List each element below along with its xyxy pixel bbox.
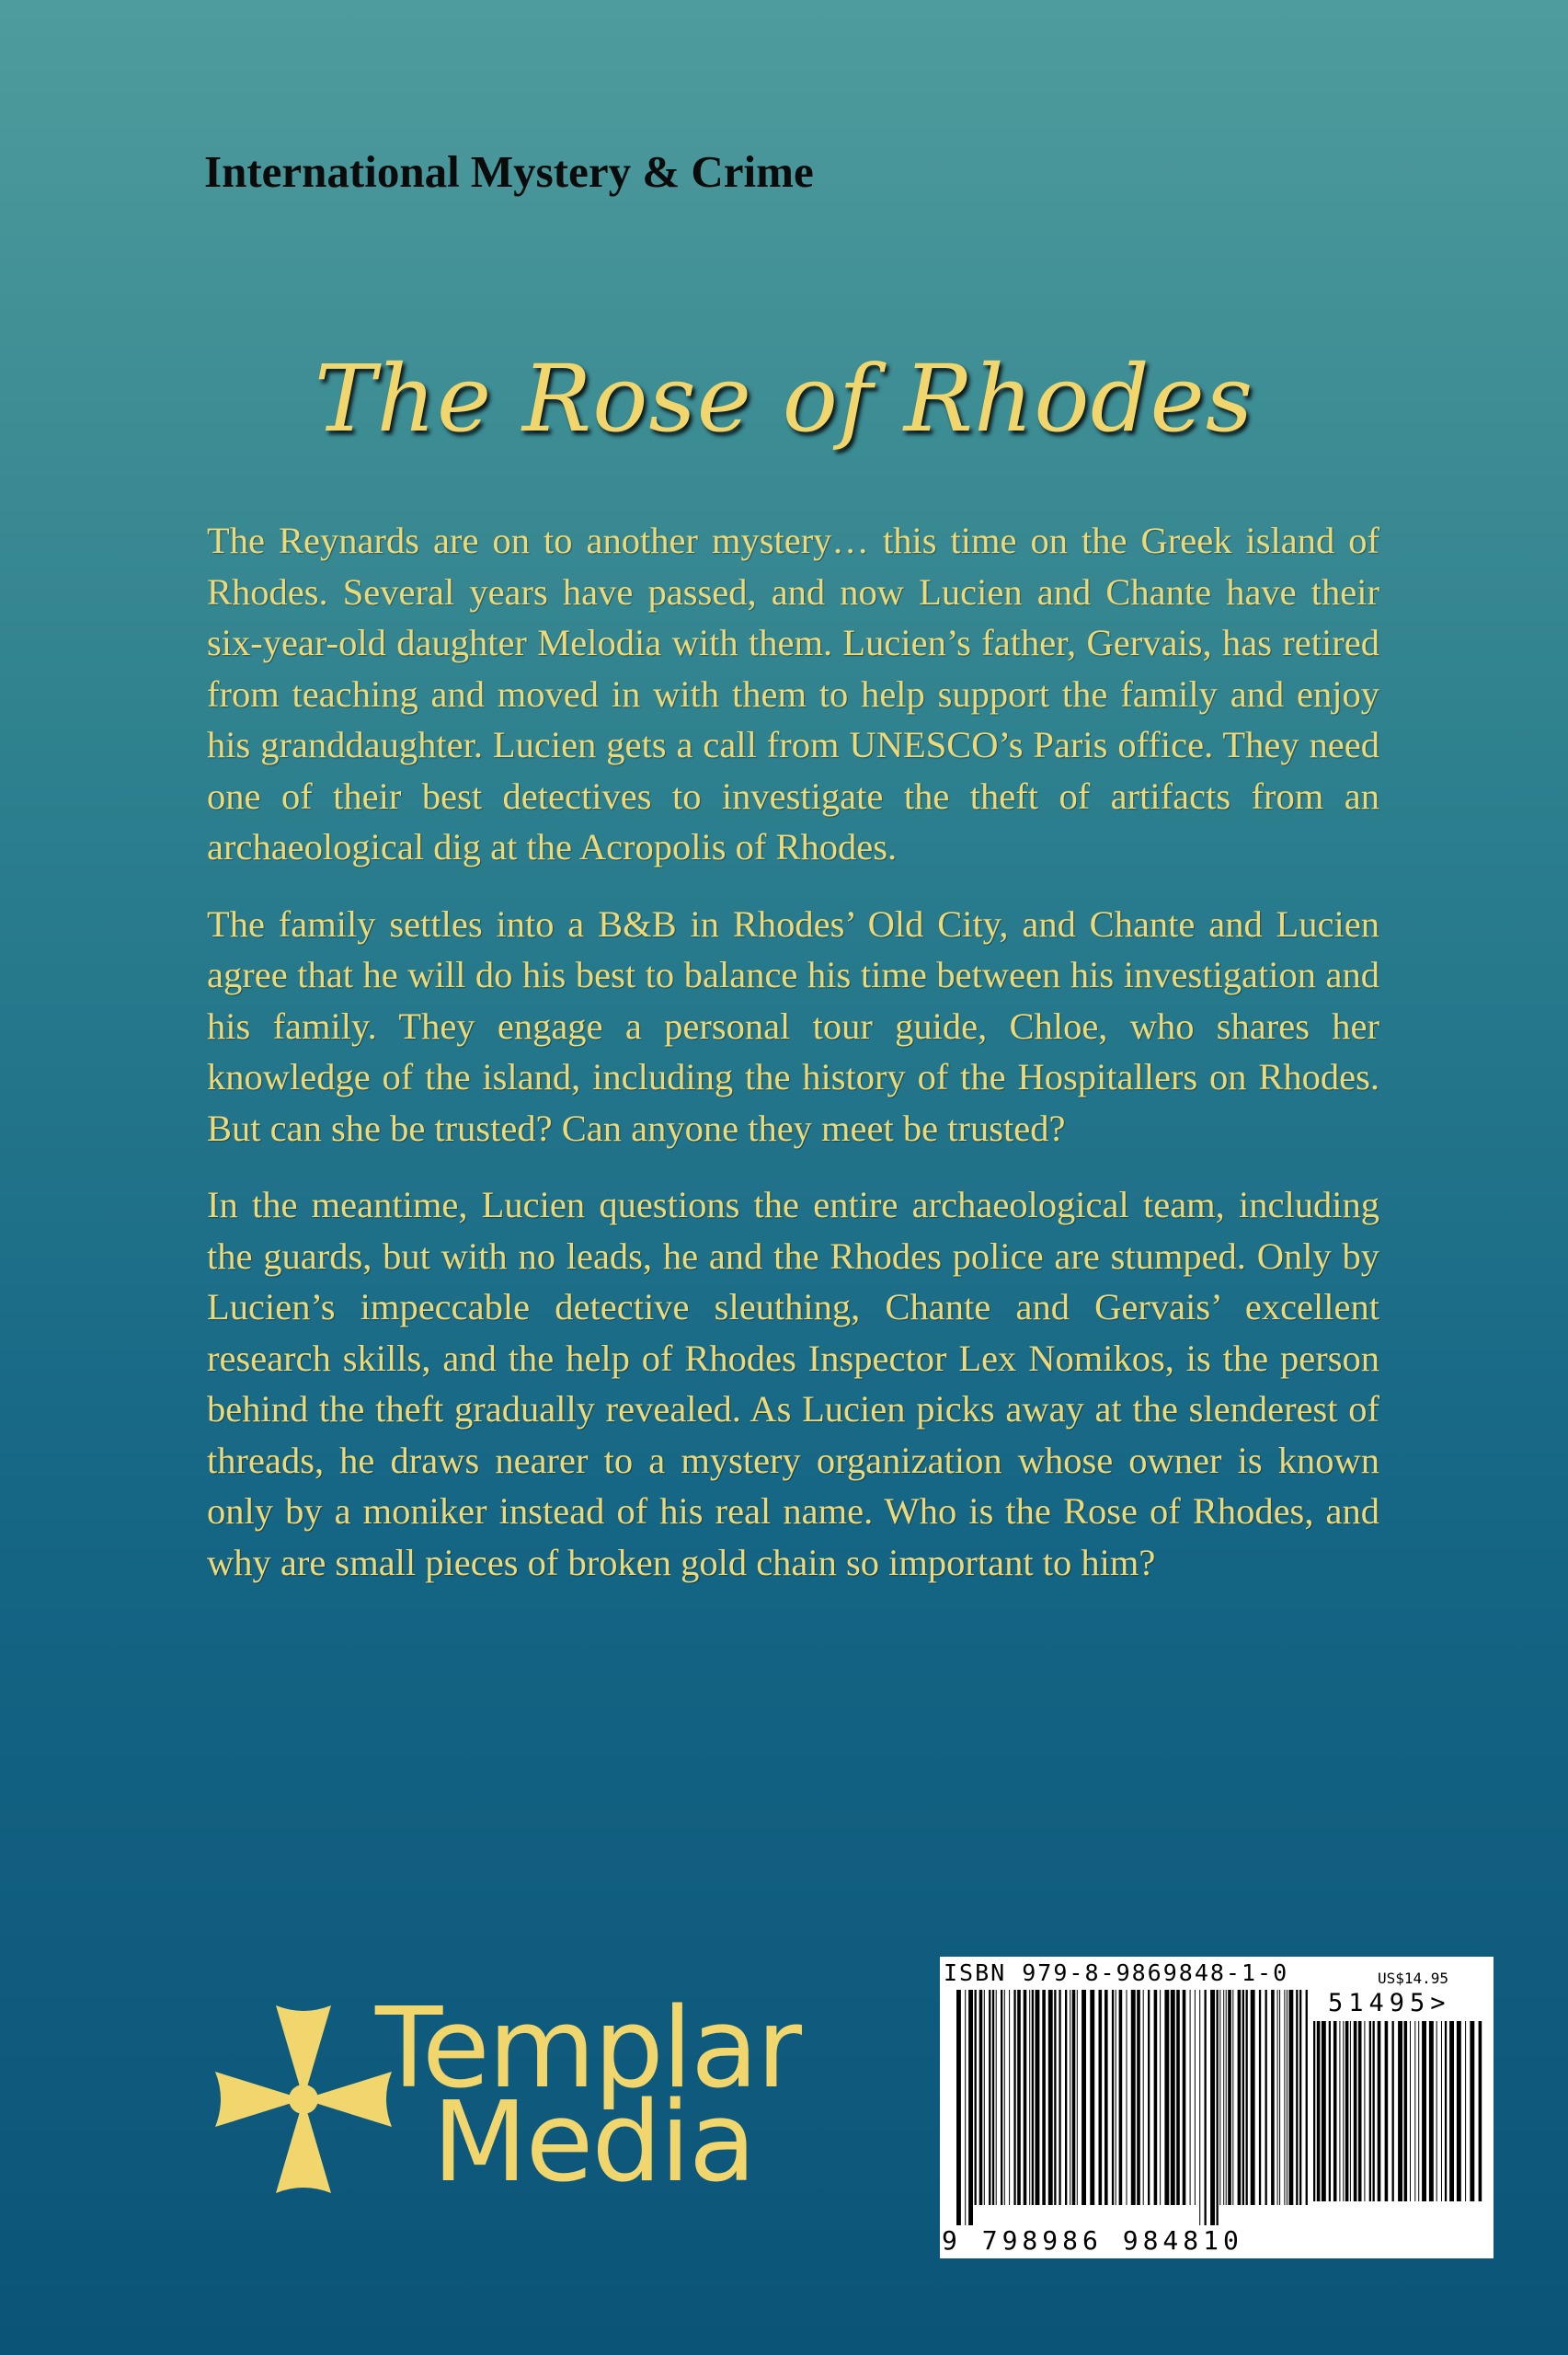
barcode-bar	[1219, 1990, 1220, 2205]
barcode-bar	[1032, 1990, 1034, 2205]
barcode-bar	[1457, 2021, 1461, 2201]
barcode-bar	[1001, 1990, 1002, 2205]
publisher-name-line2: Media	[432, 2079, 755, 2207]
barcode-bar	[1385, 2021, 1389, 2201]
barcode-bar	[956, 1990, 961, 2225]
addon-barcode-bars	[1313, 2021, 1484, 2222]
barcode-bar	[1072, 1990, 1076, 2205]
barcode-bar	[979, 1990, 983, 2205]
barcode-bar	[1479, 2021, 1482, 2201]
barcode-bar	[1422, 2021, 1426, 2201]
barcode-bar	[1287, 1990, 1288, 2205]
barcode-bar	[1246, 1990, 1248, 2205]
price-label: US$14.95	[1378, 1970, 1449, 1987]
barcode-bar	[1277, 1990, 1278, 2205]
barcode-bar	[1148, 1990, 1150, 2205]
barcode-bar	[1299, 1990, 1301, 2205]
barcode-bar	[1279, 1990, 1280, 2205]
barcode-bar	[1024, 1990, 1027, 2205]
barcode-bar	[1176, 1990, 1180, 2205]
barcode-bar	[1404, 2021, 1408, 2201]
barcode-bar	[1048, 1990, 1053, 2205]
barcode-bar	[1059, 1990, 1060, 2205]
barcode-bar	[1171, 1990, 1175, 2205]
barcode-bar	[1378, 2021, 1381, 2201]
barcode-bar	[1436, 2021, 1437, 2201]
blurb-paragraph: In the meantime, Lucien questions the entire archaeological team, including the guards, but with no leads, he and the Rhodes police are stumped. Only by Lucien’s impeccable detective sleuthing, Chante and Gervais’ excellent research skills, and the help of Rhodes Inspector Lex Nomikos, is the person behind the theft gradually revealed. As Lucien picks away at the slenderest of threads, he draws nearer to a mystery organization whose owner is known only by a moniker instead of his real name. Who is the Rose of Rhodes, and why are small pieces of broken gold chain so important to him?	[207, 1184, 1379, 1583]
barcode-bar	[1232, 1990, 1233, 2205]
barcode-bar	[1429, 2021, 1434, 2201]
barcode-bar	[1445, 2021, 1447, 2201]
barcode-bar	[1238, 1990, 1242, 2205]
barcode-bar	[1223, 1990, 1224, 2205]
barcode-bar	[1265, 1990, 1267, 2205]
barcode-bar	[1042, 1990, 1046, 2205]
barcode-bar	[1418, 2021, 1419, 2201]
barcode-bar	[1358, 2021, 1362, 2201]
barcode-bar	[1065, 1990, 1067, 2205]
barcode-bar	[965, 1990, 966, 2225]
barcode-bar	[1449, 2021, 1454, 2201]
barcode-bar	[1369, 2021, 1371, 2201]
barcode-bar	[1410, 2021, 1411, 2201]
barcode-bar	[1143, 1990, 1144, 2205]
barcode-bar	[1217, 1990, 1219, 2225]
barcode-bar	[1284, 1990, 1285, 2205]
barcode-bar	[1288, 1990, 1293, 2205]
barcode-bar	[992, 1990, 994, 2205]
barcode-bar	[1441, 2021, 1442, 2201]
blurb-paragraph: The family settles into a B&B in Rhodes’ Old City, and Chante and Lucien agree that he will do his best to balance his time between his investigation and his family. They engage a personal tour guide, Chloe, who shares her knowledge of the island, including the history of the Hospitallers on Rhodes. But can she be trusted? Can anyone they meet be trusted?	[207, 902, 1379, 1149]
barcode-bar	[1242, 1990, 1244, 2205]
barcode-bar	[1339, 2021, 1340, 2201]
barcode-bar	[1195, 1990, 1196, 2205]
isbn-label: ISBN 979-8-9869848-1-0	[944, 1959, 1289, 1986]
barcode-bar	[1183, 1990, 1186, 2205]
barcode-bar	[1210, 1990, 1215, 2225]
barcode-bar	[1199, 1990, 1200, 2225]
barcode-bar	[1205, 1990, 1207, 2225]
ean-digits: 9 798986 984810	[942, 2225, 1243, 2256]
genre-label: International Mystery & Crime	[204, 146, 814, 197]
barcode-bar	[1036, 1990, 1040, 2205]
barcode-bar	[1398, 2021, 1402, 2201]
barcode-bar	[1164, 1990, 1169, 2205]
barcode-bar	[1137, 1990, 1140, 2205]
barcode-bar	[1259, 1990, 1261, 2205]
barcode-bar	[1329, 2021, 1331, 2201]
barcode-bar	[1160, 1990, 1161, 2205]
barcode-bar	[1077, 1990, 1078, 2205]
barcode-bar	[1090, 1990, 1094, 2205]
barcode-bar	[1373, 2021, 1375, 2201]
barcode-bar	[989, 1990, 990, 2205]
barcode-bar	[1190, 1990, 1191, 2205]
barcode-bar	[1345, 2021, 1349, 2201]
barcode-bar	[984, 1990, 985, 2205]
addon-digits: 51495>	[1328, 1989, 1451, 2017]
barcode-bar	[1082, 1990, 1086, 2205]
barcode-bar	[1306, 1990, 1308, 2205]
barcode-bar	[1009, 1990, 1010, 2205]
barcode-bar	[1465, 2021, 1466, 2201]
barcode-bar	[968, 1990, 973, 2225]
barcode-bar	[1470, 2021, 1474, 2201]
barcode-bar	[1271, 1990, 1275, 2205]
publisher-logo	[212, 1985, 855, 2208]
barcode-bar	[1029, 1990, 1030, 2205]
barcode-bar	[1119, 1990, 1123, 2205]
barcode-bar	[1013, 1990, 1015, 2205]
barcode-bar	[1104, 1990, 1108, 2205]
barcode-bar	[1226, 1990, 1227, 2205]
barcode-bar	[996, 1990, 997, 2205]
barcode-bar	[1296, 1990, 1298, 2205]
barcode-bar	[1354, 2021, 1357, 2201]
barcode-bar	[1333, 2021, 1337, 2201]
barcode-bar	[1228, 1990, 1231, 2205]
barcode-bar	[1017, 1990, 1021, 2205]
barcode-bar	[1414, 2021, 1415, 2201]
barcode-bar	[1099, 1990, 1103, 2205]
blurb-paragraph: The Reynards are on to another mystery… this time on the Greek island of Rhodes. Several years have passed, and now Lucien and Chante have their six-year-old daughter Melodia with them. Lucien’s father, Gervais, has retired from teaching and moved in with them to help support the family and enjoy his granddaughter. Lucien gets a call from UNESCO’s Paris office. They need one of their best detectives to investigate the theft of artifacts from an archaeological dig at the Acropolis of Rhodes.	[207, 520, 1379, 867]
barcode-bar	[975, 1990, 977, 2205]
blurb	[207, 515, 1379, 1614]
barcode-bar	[1251, 1990, 1255, 2205]
barcode-bar	[1313, 2021, 1315, 2201]
isbn-barcode	[940, 1957, 1494, 2258]
barcode-bar	[1154, 1990, 1158, 2205]
barcode-bar	[1317, 2021, 1321, 2201]
book-title: The Rose of Rhodes	[314, 345, 1254, 453]
barcode-bar	[1004, 1990, 1005, 2205]
ean-barcode-bars	[956, 1990, 1310, 2225]
barcode-bar	[1054, 1990, 1056, 2205]
barcode-bar	[1343, 2021, 1344, 2201]
barcode-bar	[1392, 2021, 1394, 2201]
publisher-name-line1: Templar	[375, 1985, 801, 2113]
barcode-bar	[1364, 2021, 1365, 2201]
barcode-bar	[1322, 2021, 1326, 2201]
barcode-bar	[1112, 1990, 1114, 2205]
barcode-bar	[1131, 1990, 1136, 2205]
barcode-bar	[1350, 2021, 1351, 2201]
